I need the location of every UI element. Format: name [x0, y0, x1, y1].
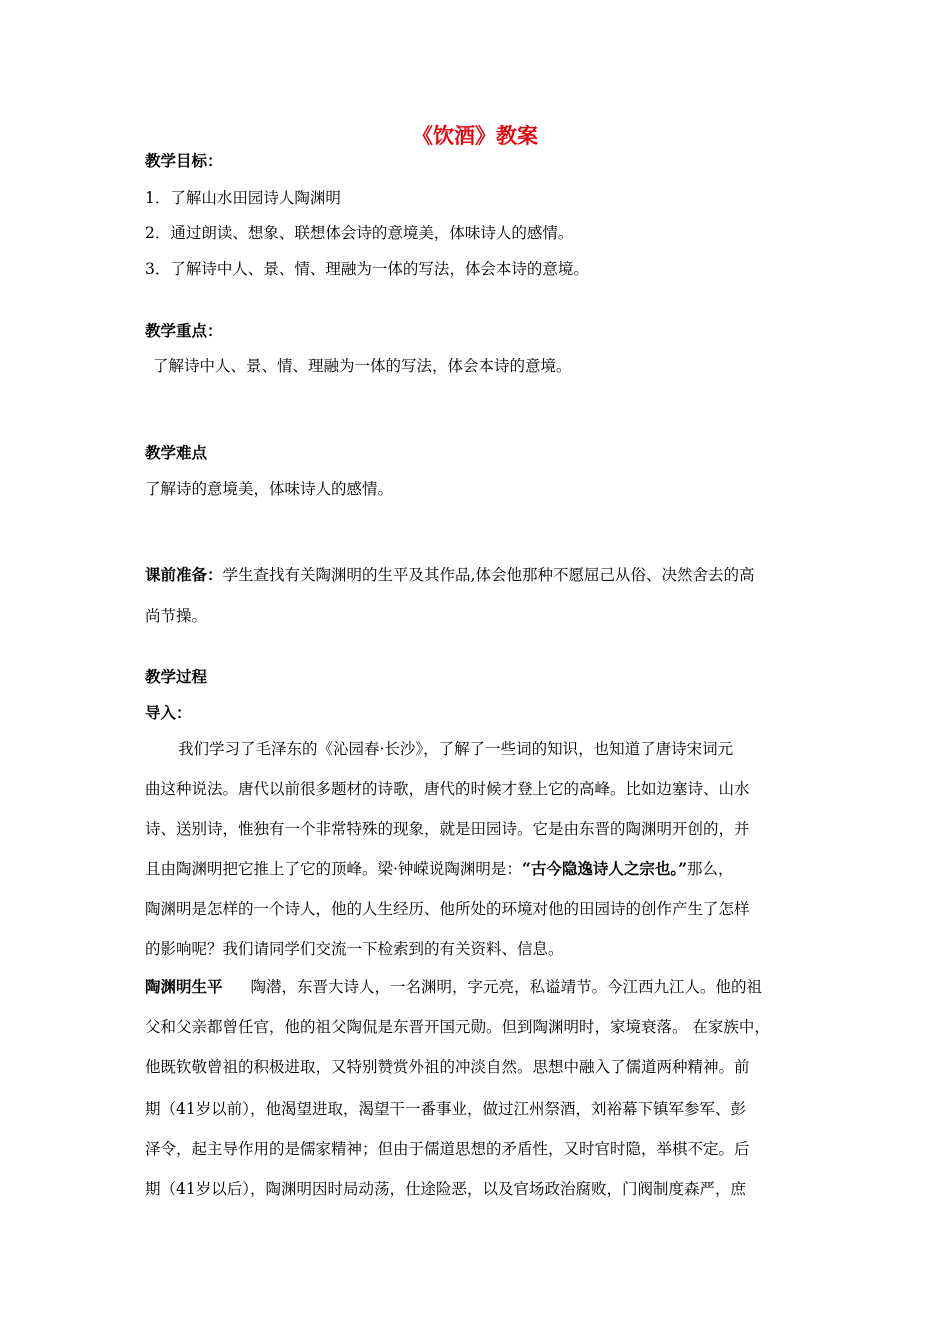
objective-item: 2．通过朗读、想象、联想体会诗的意境美，体味诗人的感情。 — [145, 224, 574, 242]
objectives-heading: 教学目标： — [145, 151, 223, 170]
preparation-line: 尚节操。 — [145, 607, 208, 625]
bio-label: 陶渊明生平 — [145, 977, 223, 996]
bio-text: 陶潜，东晋大诗人，一名渊明，字元亮，私谥靖节。今江西九江人。他的祖 — [250, 978, 763, 996]
bio-line — [145, 976, 825, 998]
objective-item: 1．了解山水田园诗人陶渊明 — [145, 189, 341, 207]
intro-quote: “古今隐逸诗人之宗也。” — [521, 859, 688, 878]
intro-line: 的影响呢？我们请同学们交流一下检索到的有关资料、信息。 — [145, 940, 564, 958]
process-heading: 教学过程 — [145, 667, 208, 686]
bio-line: 期（41岁以前），他渴望进取，渴望干一番事业，做过江州祭酒，刘裕幕下镇军参军、彭 — [145, 1100, 746, 1118]
difficulties-heading: 教学难点 — [145, 443, 208, 462]
difficulties-text: 了解诗的意境美，体味诗人的感情。 — [145, 480, 394, 498]
bio-line: 泽令，起主导作用的是儒家精神；但由于儒道思想的矛盾性，又时官时隐，举棋不定。后 — [145, 1140, 750, 1158]
intro-line: 诗、送别诗，惟独有一个非常特殊的现象，就是田园诗。它是由东晋的陶渊明开创的，并 — [145, 820, 750, 838]
preparation-line — [145, 564, 825, 586]
intro-heading: 导入： — [145, 703, 192, 722]
intro-line: 陶渊明是怎样的一个诗人，他的人生经历、他所处的环境对他的田园诗的创作产生了怎样 — [145, 900, 750, 918]
document-title: 《饮酒》教案 — [412, 123, 538, 148]
intro-line: 我们学习了毛泽东的《沁园春·长沙》，了解了一些词的知识，也知道了唐诗宋词元 — [178, 740, 734, 758]
intro-line: 曲这种说法。唐代以前很多题材的诗歌，唐代的时候才登上它的高峰。比如边塞诗、山水 — [145, 780, 750, 798]
bio-line: 他既钦敬曾祖的积极进取，又特别赞赏外祖的冲淡自然。思想中融入了儒道两种精神。前 — [145, 1058, 750, 1076]
intro-text: 且由陶渊明把它推上了它的顶峰。梁·钟嵘说陶渊明是： — [145, 860, 522, 878]
preparation-text: 学生查找有关陶渊明的生平及其作品,体会他那种不愿屈己从俗、决然舍去的高 — [222, 566, 755, 584]
objective-item: 3．了解诗中人、景、情、理融为一体的写法，体会本诗的意境。 — [145, 260, 589, 278]
key-points-heading: 教学重点： — [145, 321, 223, 340]
preparation-label: 课前准备： — [145, 565, 223, 584]
intro-text: 那么， — [687, 860, 734, 878]
bio-line: 父和父亲都曾任官，他的祖父陶侃是东晋开国元勋。但到陶渊明时，家境衰落。 在家族中， — [145, 1018, 770, 1036]
bio-line: 期（41岁以后），陶渊明因时局动荡，仕途险恶，以及官场政治腐败，门阀制度森严，庶 — [145, 1180, 746, 1198]
intro-line — [145, 858, 825, 880]
key-points-text: 了解诗中人、景、情、理融为一体的写法，体会本诗的意境。 — [153, 357, 572, 375]
